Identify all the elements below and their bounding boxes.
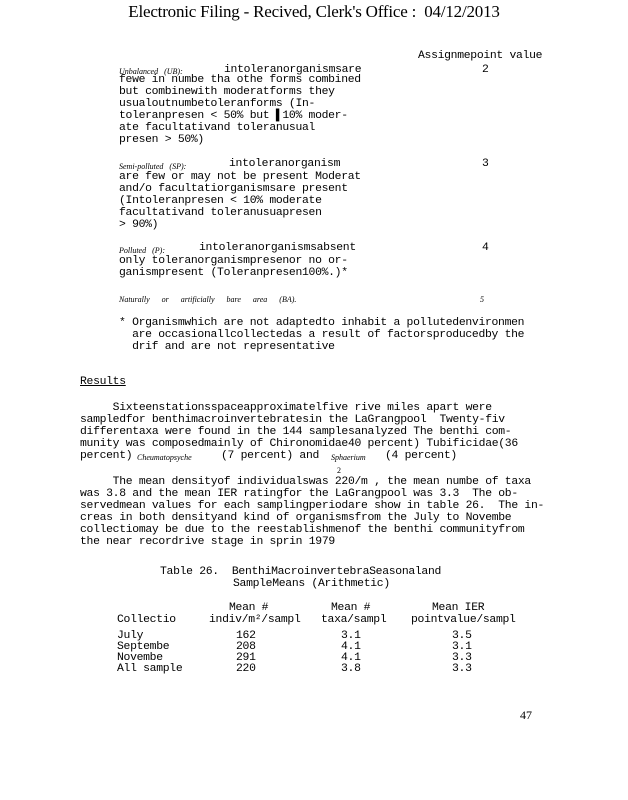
paragraph-line: differentaxa were found in the 144 samplesanalyzed The benthi com- xyxy=(80,426,512,438)
table-cell: Novembe xyxy=(117,652,163,664)
taxon-name: Sphaerium xyxy=(331,453,366,462)
superscript: 2 xyxy=(337,466,341,475)
category-line: but combinewith moderatforms they xyxy=(119,86,335,98)
paragraph-line: servedmean values for each samplingperiodare show in table 26. The in- xyxy=(80,500,545,512)
table-cell: All sample xyxy=(117,663,183,675)
category-value: 3 xyxy=(482,158,489,170)
paragraph-line: munity was composedmainly of Chironomidae40 percent) Tubificidae(36 xyxy=(80,438,518,450)
table-header: indiv/m²/sampl xyxy=(209,614,301,626)
table-header-top: Mean # xyxy=(331,602,371,614)
category-line: intoleranorganism xyxy=(229,158,341,170)
table-cell: July xyxy=(117,630,144,642)
category-line: and/o facultatiorganismsare present xyxy=(119,183,348,195)
table-header-top: Mean IER xyxy=(432,602,485,614)
category-lead: Polluted (P): xyxy=(119,246,165,255)
footnote-line: * Organismwhich are not adaptedto inhabit a pollutedenvironmen xyxy=(119,317,525,329)
category-lead: Semi-polluted (SP): xyxy=(119,162,187,171)
category-value: 5 xyxy=(480,295,484,304)
category-line: only toleranorganismpresenor no or- xyxy=(119,255,348,267)
table-cell: 4.1 xyxy=(341,641,361,653)
category-line: fewe in numbe tha othe forms combined xyxy=(119,74,361,86)
paragraph-line: (4 percent) xyxy=(385,450,457,462)
table-header: Collectio xyxy=(117,614,176,626)
paragraph-line: sampledfor benthimacroinvertebratesin the LaGrangpool Twenty-fiv xyxy=(80,414,505,426)
assignment-header: Assignmepoint value xyxy=(418,50,543,62)
table-subtitle: SampleMeans (Arithmetic) xyxy=(233,578,390,590)
table-cell: 3.1 xyxy=(452,641,472,653)
filing-header: Electronic Filing - Recived, Clerk's Office : 04/12/2013 xyxy=(128,2,500,21)
table-header-top: Mean # xyxy=(229,602,269,614)
category-lead: Naturally or artificially bare area (BA). xyxy=(119,295,297,304)
category-value: 4 xyxy=(482,242,489,254)
category-line: ate facultativand toleranusual xyxy=(119,122,316,134)
category-line: toleranpresen < 50% but ▌10% moder- xyxy=(119,110,348,122)
table-cell: 3.3 xyxy=(452,652,472,664)
paragraph-line: percent) xyxy=(80,450,133,462)
table-cell: Septembe xyxy=(117,641,170,653)
category-line: > 90%) xyxy=(119,219,159,231)
table-header: taxa/sampl xyxy=(321,614,387,626)
paragraph-line: collectiomay be due to the reestablishmenof the benthi communityfrom xyxy=(80,524,525,536)
category-line: (Intoleranpresen < 10% moderate xyxy=(119,195,322,207)
paragraph-line: the near recordrive stage in sprin 1979 xyxy=(80,536,335,548)
table-cell: 162 xyxy=(236,630,256,642)
page-number: 47 xyxy=(520,708,532,722)
category-lead: Unbalanced (UB): xyxy=(119,67,183,76)
table-cell: 3.3 xyxy=(452,663,472,675)
results-heading: Results xyxy=(80,376,126,388)
paragraph-line: creas in both densityand kind of organismsfrom the July to Novembe xyxy=(80,512,512,524)
table-cell: 3.1 xyxy=(341,630,361,642)
category-line: intoleranorganismsare xyxy=(224,64,362,76)
table-header: pointvalue/sampl xyxy=(411,614,516,626)
paragraph-line: (7 percent) and xyxy=(221,450,320,462)
table-cell: 4.1 xyxy=(341,652,361,664)
table-cell: 220 xyxy=(236,663,256,675)
category-value: 2 xyxy=(482,64,489,76)
category-line: usualoutnumbetoleranforms (In- xyxy=(119,98,316,110)
table-cell: 3.5 xyxy=(452,630,472,642)
table-cell: 3.8 xyxy=(341,663,361,675)
table-cell: 208 xyxy=(236,641,256,653)
table-title: Table 26. BenthiMacroinvertebraSeasonaland xyxy=(160,566,442,578)
paragraph-line: Sixteenstationsspaceapproximatelfive rive miles apart were xyxy=(80,402,492,414)
paragraph-line: The mean densityof individualswas 220/m , the mean numbe of taxa xyxy=(80,476,531,488)
category-line: are few or may not be present Moderat xyxy=(119,171,361,183)
footnote-line: are occasionallcollectedas a result of factorsproducedby the xyxy=(119,329,525,341)
table-cell: 291 xyxy=(236,652,256,664)
taxon-name: Cheumatopsyche xyxy=(137,453,192,462)
category-line: ganismpresent (Toleranpresen100%.)* xyxy=(119,267,348,279)
category-line: intoleranorganismsabsent xyxy=(199,242,356,254)
paragraph-line: was 3.8 and the mean IER ratingfor the LaGrangpool was 3.3 The ob- xyxy=(80,488,518,500)
category-line: facultativand toleranusuapresen xyxy=(119,207,322,219)
category-line: presen > 50%) xyxy=(119,134,204,146)
footnote-line: drif and are not representative xyxy=(119,341,335,353)
